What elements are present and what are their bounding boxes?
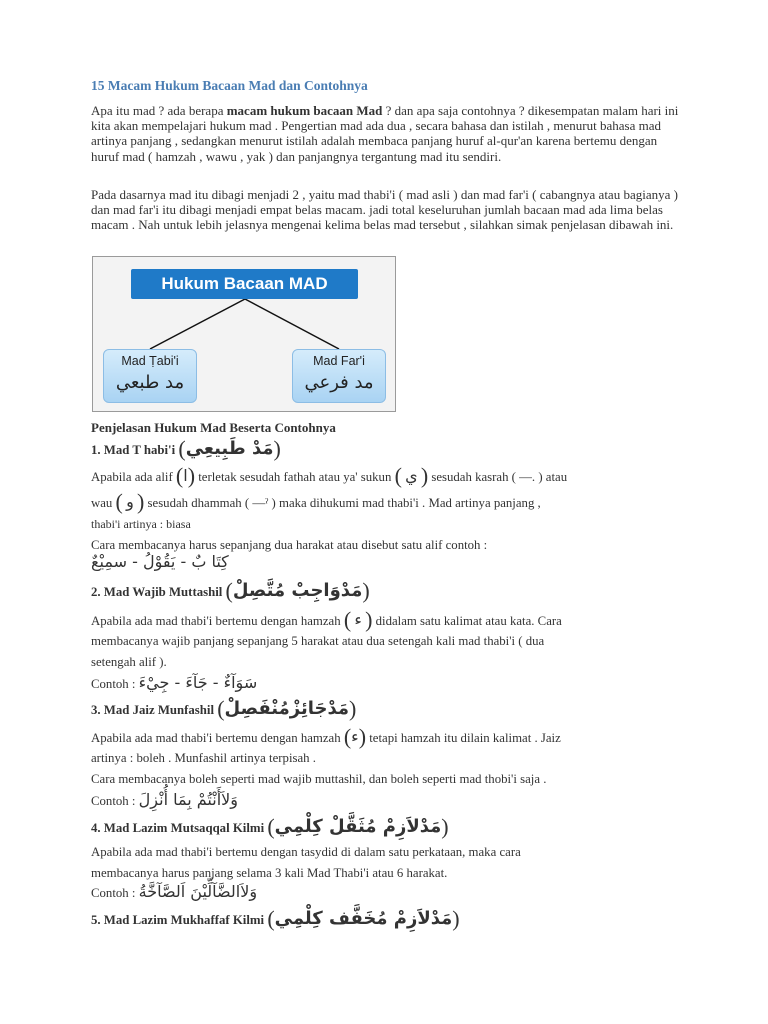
s1-ya: ي <box>405 466 418 485</box>
s4-example: وَلاَالضَّآلِّيْنَ اَلصَّآخَّةُ <box>138 882 258 901</box>
s5-arabic-title: مَدْلاَزِمْ مُخَفَّف كِلْمِي <box>274 908 453 929</box>
s2-example-label: Contoh : <box>91 677 136 691</box>
s1-line1-b: terletak sesudah fathah atau ya' sukun <box>198 470 392 484</box>
s3-example-row <box>91 790 238 809</box>
s1-wau: و <box>126 492 134 511</box>
s3-line-2: artinya : boleh . Munfashil artinya terpisah . <box>91 751 316 765</box>
s1-line-3: thabi'i artinya : biasa <box>91 517 191 531</box>
s1-line1-c: sesudah kasrah ( —. ) atau <box>431 470 568 484</box>
s4-heading: 4. Mad Lazim Mutsaqqal Kilmi <box>91 821 265 835</box>
s2-line-1: Apabila ada mad thabi'i bertemu dengan hamzah ( ء ) didalam satu kalimat atau kata. Cara <box>91 607 562 632</box>
s1-heading: 1. Mad T habi'i <box>91 443 176 457</box>
s3-line-1: Apabila ada mad thabi'i bertemu dengan hamzah (ء) tetapi hamzah itu dilain kalimat . Jaiz <box>91 724 561 749</box>
s3-line1-b: tetapi hamzah itu dilain kalimat . Jaiz <box>369 731 561 745</box>
s2-line1-a: Apabila ada mad thabi'i bertemu dengan hamzah <box>91 614 341 628</box>
s2-example: سَوَآءٌ - جَآءَ - جِيْءَ <box>138 673 258 692</box>
s3-hamzah: ء <box>351 727 359 746</box>
s2-heading-row: 2. Mad Wajib Muttashil (مَدْوَاجِبْ مُتَّصِلْ) <box>91 578 370 603</box>
s3-heading: 3. Mad Jaiz Munfashil <box>91 703 215 717</box>
s4-line-2: membacanya harus panjang selama 3 kali Mad Thabi'i atau 6 harakat. <box>91 866 448 880</box>
s3-example: وَلاَأَنْتُمْ بِمَا أُنْزِلَ <box>138 790 238 809</box>
s1-line-4: Cara membacanya harus sepanjang dua harakat atau disebut satu alif contoh : <box>91 538 488 552</box>
diagram-left-arabic: مد طبعي <box>115 372 185 393</box>
s2-line-2: membacanya wajib panjang sepanjang 5 harakat atau dua setengah kali mad thabi'i ( dua <box>91 634 545 648</box>
section-heading: Penjelasan Hukum Mad Beserta Contohnya <box>91 420 336 435</box>
s1-arabic-title: مَدْ طَبِيعِي <box>185 438 274 459</box>
s1-line1-a: Apabila ada alif <box>91 470 173 484</box>
diagram-right-latin: Mad Far'i <box>313 354 365 368</box>
s1-heading-row: 1. Mad T habi'i (مَدْ طَبِيعِي) <box>91 436 281 461</box>
s4-line-1: Apabila ada mad thabi'i bertemu dengan tasydid di dalam satu perkataan, maka cara <box>91 845 521 859</box>
s2-arabic-title: مَدْوَاجِبْ مُتَّصِلْ <box>232 580 363 601</box>
s1-line-1: Apabila ada alif (ا) terletak sesudah fathah atau ya' sukun ( ي ) sesudah kasrah ( —. ) atau <box>91 463 568 488</box>
s1-example: كِتَا بٌ - يَقُوْلُ - سمِيْعٌ <box>91 552 229 571</box>
intro-paragraph-2: Pada dasarnya mad itu dibagi menjadi 2 , yaitu mad thabi'i ( mad asli ) dan mad far'i ( cabangnya atau bagianya ) dan mad far'i itu dibagi menjadi empat belas macam. jadi total keseluruhan jumlah bacaan mad ada lima belas macam . Nah untuk lebih jelasnya mengenai kelima belas mad tersebut , silahkan simak penjelasan dibawah ini. <box>91 187 678 233</box>
s3-line1-a: Apabila ada mad thabi'i bertemu dengan hamzah <box>91 731 341 745</box>
intro-text-b: ? dan apa saja contohnya ? dikesempatan malam hari ini kita akan mempelajari hukum mad . Pengertian mad ada dua , secara bahasa dan istilah , menurut bahasa mad artinya panjang , sedangkan menurut istilah adalah membaca panjang huruf al-qur'an karena bertemu dengan huruf mad ( hamzah , wawu , yak ) dan panjangnya tergantung mad itu sendiri. <box>91 103 679 164</box>
page-title: 15 Macam Hukum Bacaan Mad dan Contohnya <box>91 78 368 93</box>
diagram-title: Hukum Bacaan MAD <box>131 269 358 299</box>
diagram-box-mad-tabii <box>103 349 197 403</box>
s4-example-label: Contoh : <box>91 886 136 900</box>
s3-arabic-title: مَدْجَائِزْمُنْفَصِلْ <box>224 698 350 719</box>
s2-example-row <box>91 673 257 692</box>
s5-heading: 5. Mad Lazim Mukhaffaf Kilmi <box>91 913 265 927</box>
intro-text-a: Apa itu mad ? ada berapa <box>91 103 227 118</box>
diagram-box-mad-fari <box>292 349 386 403</box>
s1-alif: ا <box>183 466 188 485</box>
intro-paragraph-1 <box>91 103 681 164</box>
diagram-left-latin: Mad Ṭabi'i <box>121 354 179 368</box>
s5-heading-row: 5. Mad Lazim Mukhaffaf Kilmi (مَدْلاَزِمْ مُخَفَّف كِلْمِي) <box>91 906 460 931</box>
s3-example-label: Contoh : <box>91 794 136 808</box>
s3-heading-row: 3. Mad Jaiz Munfashil (مَدْجَائِزْمُنْفَصِلْ) <box>91 696 357 721</box>
s1-example-row <box>91 552 229 571</box>
s4-example-row <box>91 882 257 901</box>
s1-line-2: wau ( و ) sesudah dhammah ( —ˀ ) maka dihukumi mad thabi'i . Mad artinya panjang , <box>91 489 541 514</box>
s4-heading-row: 4. Mad Lazim Mutsaqqal Kilmi (مَدْلاَزِمْ مُثَقَّلْ كِلْمِي) <box>91 814 449 839</box>
s2-heading: 2. Mad Wajib Muttashil <box>91 585 223 599</box>
s2-hamzah: ء <box>354 610 362 629</box>
diagram-right-arabic: مد فرعي <box>304 372 374 393</box>
intro-bold-term: macam hukum bacaan Mad <box>226 103 383 118</box>
s2-line1-b: didalam satu kalimat atau kata. Cara <box>375 614 562 628</box>
s4-arabic-title: مَدْلاَزِمْ مُثَقَّلْ كِلْمِي <box>274 816 442 837</box>
s2-line-3: setengah alif ). <box>91 655 167 669</box>
s1-line2-a: wau <box>91 496 113 510</box>
s1-line2-b: sesudah dhammah ( —ˀ ) maka dihukumi mad thabi'i . Mad artinya panjang , <box>147 496 541 510</box>
mad-diagram <box>92 256 396 412</box>
s3-line-3: Cara membacanya boleh seperti mad wajib muttashil, dan boleh seperti mad thobi'i saja . <box>91 772 547 786</box>
